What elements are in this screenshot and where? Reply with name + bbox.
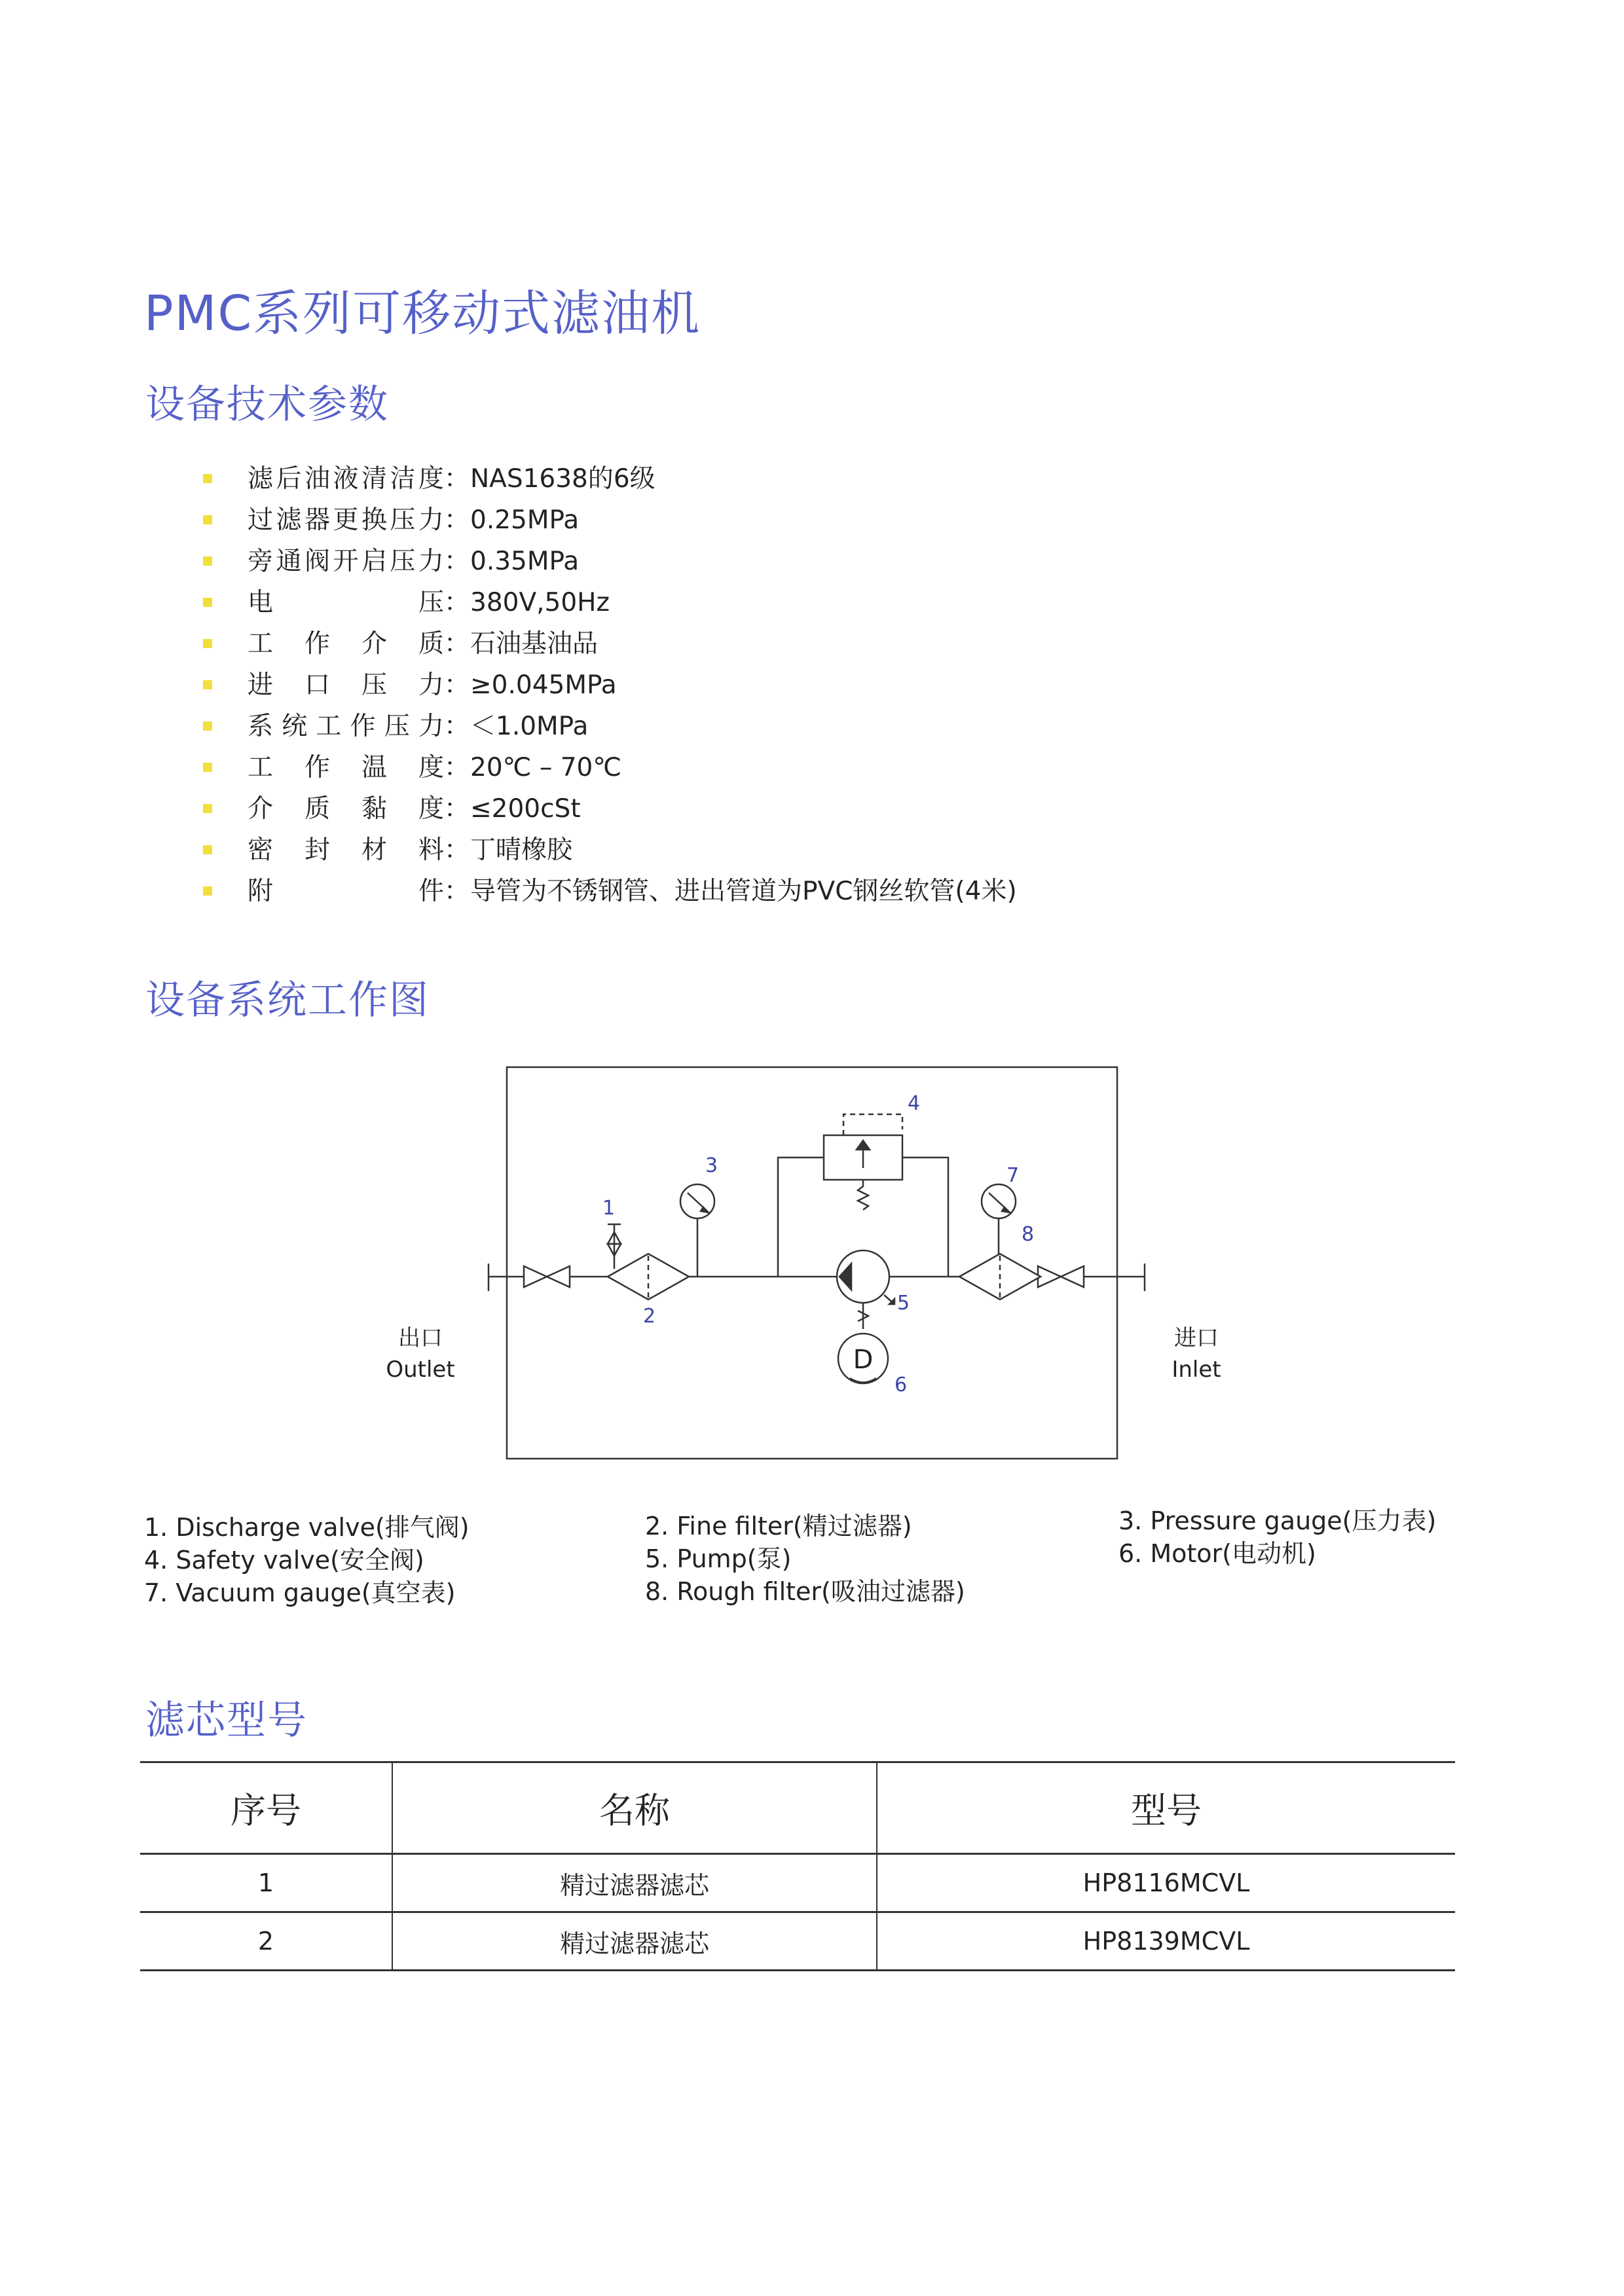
filter-table [140,1761,1455,1971]
legend-item: 5. Pump(泵) [645,1544,792,1573]
outlet-label-en: Outlet [386,1357,455,1383]
label-2: 2 [643,1305,656,1328]
bullet-icon [203,721,212,731]
spec-colon: ： [444,547,470,576]
spec-label: 进 口 压 力 [248,670,444,700]
spec-value: NAS1638的6级 [470,464,655,494]
header-name: 名称 [392,1762,877,1854]
label-4: 4 [908,1092,921,1115]
legend-column-3 [1118,1504,1436,1570]
legend-column-1 [144,1511,470,1609]
spec-value: 石油基油品 [470,629,599,659]
bullet-icon [203,886,212,896]
label-7: 7 [1006,1164,1020,1187]
spec-value: ＜1.0MPa [470,712,589,741]
spec-value: ≤200cSt [470,794,581,824]
cell-model: HP8139MCVL [877,1912,1455,1971]
bullet-icon [203,598,212,607]
legend-item: 1. Discharge valve(排气阀) [144,1513,470,1542]
spec-colon: ： [444,505,470,535]
spec-colon: ： [444,464,470,494]
spec-colon: ： [444,712,470,741]
header-model: 型号 [877,1762,1455,1854]
spec-colon: ： [444,588,470,617]
bullet-icon [203,639,212,648]
spec-value: 导管为不锈钢管、进出管道为PVC钢丝软管(4米) [470,877,1017,906]
bullet-icon [203,763,212,772]
spec-colon: ： [444,629,470,659]
bullet-icon [203,845,212,854]
label-3: 3 [705,1154,718,1177]
spec-label: 滤 后 油 液 清 洁 度 [248,464,444,494]
bullet-icon [203,804,212,813]
spec-colon: ： [444,835,470,865]
cell-name: 精过滤器滤芯 [392,1854,877,1912]
outlet-valve [524,1266,570,1287]
section-heading-diagram: 设备系统工作图 [145,977,430,1023]
spec-value: 380V,50Hz [470,588,610,617]
motor-letter: D [853,1345,874,1375]
spec-label: 工 作 温 度 [248,753,444,782]
header-index: 序号 [140,1762,392,1854]
pump [837,1250,895,1329]
legend-column-2 [645,1510,965,1608]
label-1: 1 [602,1197,616,1220]
section-heading-specs: 设备技术参数 [145,382,389,428]
bullet-icon [203,556,212,566]
spec-label: 系 统 工 作 压 力 [248,712,444,741]
section-heading-filters: 滤芯型号 [145,1698,308,1743]
legend-item: 7. Vacuum gauge(真空表) [144,1578,456,1607]
diagram-frame [507,1067,1117,1459]
spec-label: 工 作 介 质 [248,629,444,659]
spec-value: 丁晴橡胶 [470,835,573,865]
spec-value: 20℃ – 70℃ [470,753,622,782]
spec-label: 介 质 黏 度 [248,794,444,824]
page-title: PMC系列可移动式滤油机 [144,285,701,342]
bullet-icon [203,680,212,689]
spec-colon: ： [444,753,470,782]
bullet-icon [203,515,212,524]
pressure-gauge [680,1184,714,1277]
spec-label: 电 压 [248,588,444,617]
spec-value: 0.25MPa [470,505,580,535]
rough-filter [959,1254,1041,1300]
label-5: 5 [897,1292,910,1315]
inlet-valve [1038,1266,1084,1287]
table-row [140,1854,1455,1912]
discharge-valve [608,1224,621,1269]
spec-label: 密 封 材 料 [248,835,444,865]
spec-colon: ： [444,670,470,700]
cell-model: HP8116MCVL [877,1854,1455,1912]
spec-value: 0.35MPa [470,547,580,576]
legend-item: 2. Fine filter(精过滤器) [645,1512,912,1540]
spec-value: ≥0.045MPa [470,670,617,700]
inlet-label-en: Inlet [1172,1357,1221,1383]
system-diagram [367,1048,1283,1522]
outlet-label-cn: 出口 [398,1325,443,1351]
legend-item: 6. Motor(电动机) [1118,1539,1316,1568]
cell-index: 1 [140,1854,392,1912]
fine-filter [608,1254,689,1300]
table-row [140,1912,1455,1971]
spec-label: 附 件 [248,877,444,906]
spec-label: 旁 通 阀 开 启 压 力 [248,547,444,576]
spec-colon: ： [444,877,470,906]
label-8: 8 [1022,1223,1035,1246]
bullet-icon [203,474,212,483]
spec-label: 过 滤 器 更 换 压 力 [248,505,444,535]
legend-item: 3. Pressure gauge(压力表) [1118,1506,1437,1535]
spec-colon: ： [444,794,470,824]
inlet-label-cn: 进口 [1174,1325,1219,1351]
cell-index: 2 [140,1912,392,1971]
cell-name: 精过滤器滤芯 [392,1912,877,1971]
table-header-row [140,1762,1455,1854]
legend-item: 8. Rough filter(吸油过滤器) [645,1577,965,1606]
label-6: 6 [895,1374,908,1396]
legend-item: 4. Safety valve(安全阀) [144,1546,424,1575]
